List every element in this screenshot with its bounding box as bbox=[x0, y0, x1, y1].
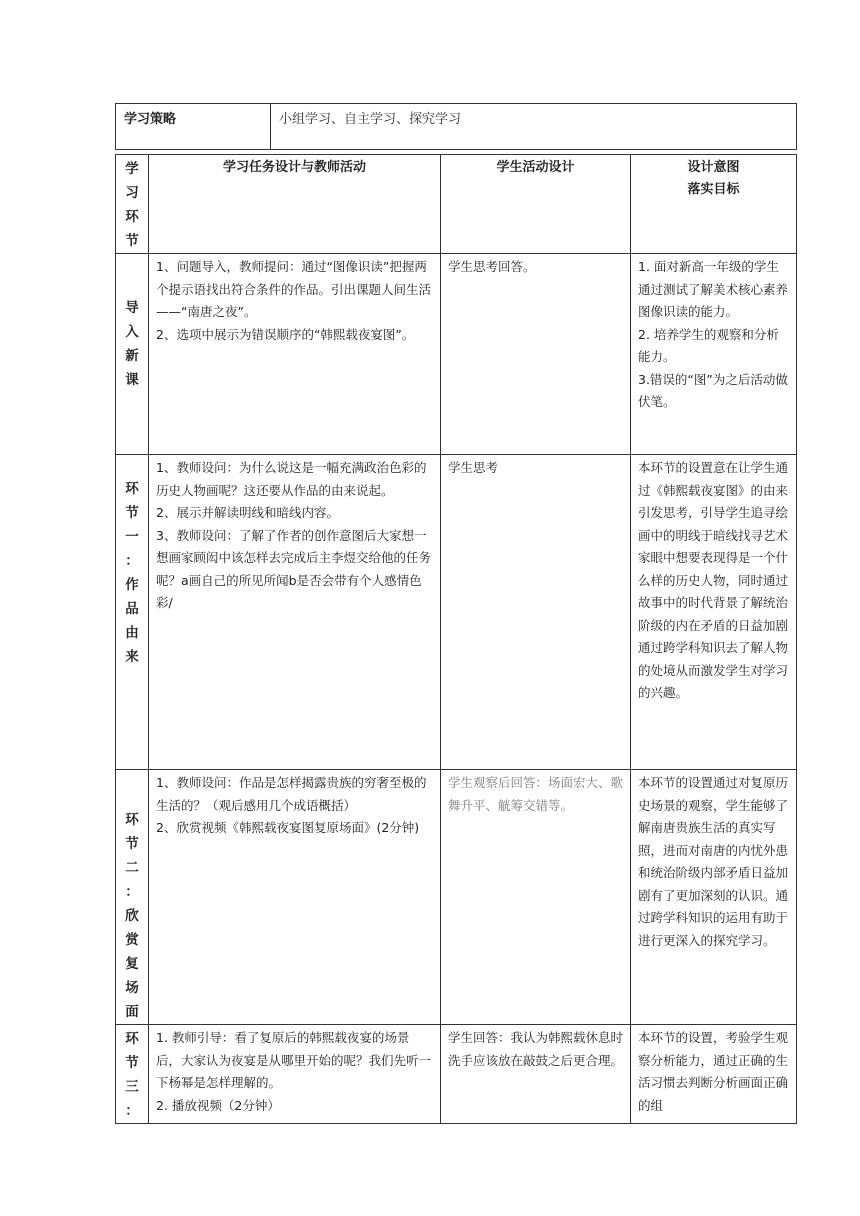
stage-cell: 环 节 一 ： 作 品 由 来 bbox=[116, 455, 149, 770]
header-teacher: 学习任务设计与教师活动 bbox=[149, 155, 441, 254]
stage-cell: 环 节 三 ： bbox=[116, 1025, 149, 1124]
intent-cell: 本环节的设置通过对复原历史场景的观察，学生能够了解南唐贵族生活的真实写照，进而对南唐的内忧外患和统治阶级内部矛盾日益加剧有了更加深刻的认识。通过跨学科知识的运用有助于进行更深入的探究学习。 bbox=[631, 770, 797, 1025]
intent-cell: 本环节的设置意在让学生通过《韩熙载夜宴图》的由来引发思考，引导学生追寻绘画中的明线于暗线找寻艺术家眼中想要表现得是一个什么样的历史人物，同时通过故事中的时代背景了解统治阶级的内在矛盾的日益加剧通过跨学科知识去了解人物的处境从而激发学生对学习的兴趣。 bbox=[631, 455, 797, 770]
student-cell: 学生回答：我认为韩熙载休息时洗手应该放在敲鼓之后更合理。 bbox=[441, 1025, 631, 1124]
table-row bbox=[116, 254, 797, 455]
header-stage: 学 习 环 节 bbox=[116, 155, 149, 254]
table-row bbox=[116, 455, 797, 770]
student-cell: 学生思考 bbox=[441, 455, 631, 770]
table-row bbox=[116, 770, 797, 1025]
header-intent: 设计意图 落实目标 bbox=[631, 155, 797, 254]
student-cell: 学生思考回答。 bbox=[441, 254, 631, 455]
strategy-table bbox=[115, 103, 797, 150]
strategy-value: 小组学习、自主学习、探究学习 bbox=[271, 104, 797, 150]
lesson-table bbox=[115, 154, 797, 1124]
teacher-cell: 1、教师设问：为什么说这是一幅充满政治色彩的历史人物画呢？这还要从作品的由来说起。 2、展示并解读明线和暗线内容。 3、教师设问：了解了作者的创作意图后大家想一想画家顾闳中该怎样去完成后主李煜交给他的任务呢？a画自己的所见所闻b是否会带有个人感情色彩/ bbox=[149, 455, 441, 770]
strategy-row bbox=[116, 104, 797, 150]
intent-cell: 本环节的设置，考验学生观察分析能力，通过正确的生活习惯去判断分析画面正确的组 bbox=[631, 1025, 797, 1124]
teacher-cell: 1. 教师引导：看了复原后的韩熙载夜宴的场景后，大家认为夜宴是从哪里开始的呢？我们先听一下杨幂是怎样理解的。 2. 播放视频（2分钟） bbox=[149, 1025, 441, 1124]
student-cell: 学生观察后回答：场面宏大、歌舞升平、觥筹交错等。 bbox=[441, 770, 631, 1025]
header-row bbox=[116, 155, 797, 254]
teacher-cell: 1、问题导入，教师提问：通过“图像识读”把握两个提示语找出符合条件的作品。引出课题人间生活——“南唐之夜”。 2、选项中展示为错误顺序的“韩熙载夜宴图”。 bbox=[149, 254, 441, 455]
lesson-plan-page bbox=[115, 103, 796, 1124]
table-row bbox=[116, 1025, 797, 1124]
header-student: 学生活动设计 bbox=[441, 155, 631, 254]
teacher-cell: 1、教师设问：作品是怎样揭露贵族的穷奢至极的生活的？（观后感用几个成语概括） 2、欣赏视频《韩熙载夜宴图复原场面》(2分钟) bbox=[149, 770, 441, 1025]
stage-cell: 导 入 新 课 bbox=[116, 254, 149, 455]
stage-cell: 环 节 二 ： 欣 赏 复 场 面 bbox=[116, 770, 149, 1025]
intent-cell: 1. 面对新高一年级的学生通过测试了解美术核心素养图像识读的能力。 2. 培养学生的观察和分析能力。 3.错误的“图”为之后活动做伏笔。 bbox=[631, 254, 797, 455]
strategy-label: 学习策略 bbox=[116, 104, 271, 150]
